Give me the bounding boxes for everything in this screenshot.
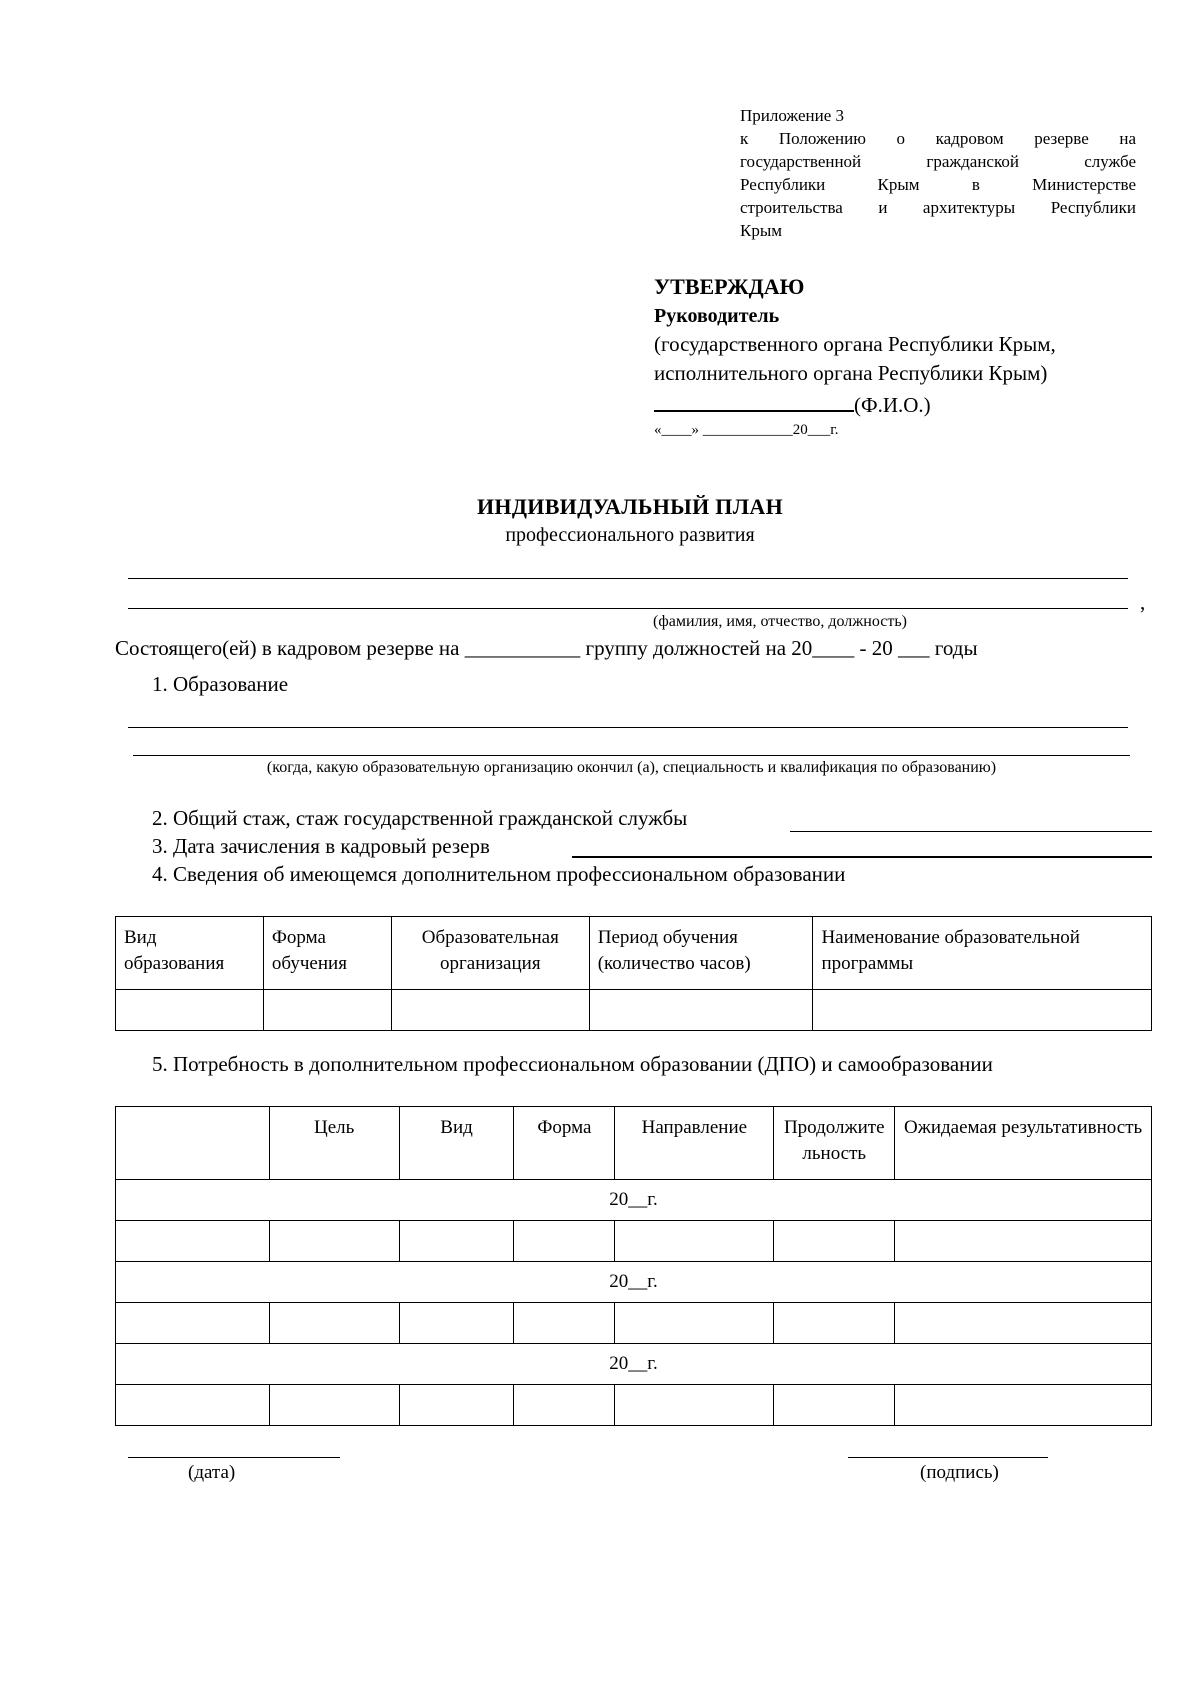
approval-block [654,272,1174,440]
table-cell[interactable] [391,990,589,1031]
table-row [116,1303,1152,1344]
education-blank-line [133,755,1130,756]
approval-org-line: (государственного органа Республики Крым, [654,332,1056,356]
table-cell[interactable] [269,1303,399,1344]
table-header-cell: Цель [269,1107,399,1180]
approval-org-line: исполнительного органа Республики Крым) [654,361,1048,385]
signature-line [848,1457,1048,1458]
annex-line: государственной гражданской службе [740,152,1136,171]
table-cell[interactable] [116,1385,270,1426]
table-header-cell: Ожидаемая результативность [895,1107,1152,1180]
approval-heading: УТВЕРЖДАЮ [654,274,805,299]
education-caption: (когда, какую образовательную организацию окончил (а), специальность и квалификация по образованию) [266,759,997,776]
annex-line: строительства и архитектуры Республики [740,198,1136,217]
annex-title: Приложение 3 [740,106,844,125]
table-cell[interactable] [774,1385,895,1426]
item-additional-education: 4. Сведения об имеющемся дополнительном профессиональном образовании [152,862,846,886]
table-header-cell [116,1107,270,1180]
signature-blank [654,388,854,412]
table-cell[interactable] [514,1303,615,1344]
table-header-cell: Вид образования [116,917,264,990]
item-dpo-needs: 5. Потребность в дополнительном профессиональном образовании (ДПО) и самообразовании [152,1052,993,1076]
document-title: ИНДИВИДУАЛЬНЫЙ ПЛАН [477,494,783,519]
table-cell[interactable] [615,1303,774,1344]
table-cell[interactable] [514,1385,615,1426]
table-header-cell: Направление [615,1107,774,1180]
document-subtitle: профессионального развития [505,524,755,546]
comma: , [1140,590,1146,614]
approval-fio-row [654,388,1174,420]
annex-line: к Положению о кадровом резерве на [740,129,1136,148]
table-row [116,1221,1152,1262]
table-header-cell: Форма [514,1107,615,1180]
annex-block [740,104,1136,242]
year-label: 20__г. [116,1344,1152,1385]
dpo-plan-table [115,1106,1152,1426]
table-cell[interactable] [589,990,813,1031]
table-cell[interactable] [615,1221,774,1262]
year-label: 20__г. [116,1180,1152,1221]
table-cell[interactable] [895,1221,1152,1262]
item-reserve-date: 3. Дата зачисления в кадровый резерв [152,834,490,858]
table-cell[interactable] [774,1303,895,1344]
date-signature-line [128,1457,340,1458]
table-cell[interactable] [269,1221,399,1262]
year-label: 20__г. [116,1262,1152,1303]
annex-line: Республики Крым в Министерстве [740,175,1136,194]
approval-fio: (Ф.И.О.) [854,393,931,417]
table-cell[interactable] [399,1303,514,1344]
table-header-cell: Форма обучения [263,917,391,990]
table-row [116,1385,1152,1426]
name-blank-line [128,578,1128,579]
item-education: 1. Образование [152,672,289,696]
table-cell[interactable] [514,1221,615,1262]
table-cell[interactable] [813,990,1152,1031]
approval-date-line: «____» ____________20___г. [654,422,839,438]
table-cell[interactable] [399,1221,514,1262]
table-cell[interactable] [615,1385,774,1426]
year-row [116,1262,1152,1303]
approval-role: Руководитель [654,305,780,327]
table-header-row [116,917,1152,990]
table-header-cell: Образовательная организация [391,917,589,990]
name-caption: (фамилия, имя, отчество, должность) [653,613,907,630]
annex-line: Крым [740,221,783,240]
table-cell[interactable] [116,990,264,1031]
table-header-cell: Наименование образовательной программы [813,917,1152,990]
table-row [116,990,1152,1031]
table-header-cell: Продолжительность [774,1107,895,1180]
item-experience: 2. Общий стаж, стаж государственной гражданской службы [152,806,688,830]
table-cell[interactable] [895,1385,1152,1426]
table-cell[interactable] [895,1303,1152,1344]
reserve-line: Состоящего(ей) в кадровом резерве на ___________ группу должностей на 20____ - 20 ___ годы [115,636,978,660]
education-blank-line [128,727,1128,728]
name-blank-line [128,608,1128,609]
table-cell[interactable] [116,1221,270,1262]
table-cell[interactable] [399,1385,514,1426]
table-cell[interactable] [263,990,391,1031]
table-cell[interactable] [116,1303,270,1344]
table-header-row [116,1107,1152,1180]
table-cell[interactable] [269,1385,399,1426]
experience-blank-line [790,831,1152,832]
year-row [116,1180,1152,1221]
table-cell[interactable] [774,1221,895,1262]
reserve-date-blank-line [572,856,1152,858]
table-header-cell: Вид [399,1107,514,1180]
table-header-cell: Период обучения (количество часов) [589,917,813,990]
additional-education-table [115,916,1152,1031]
date-label: (дата) [188,1462,236,1483]
signature-label: (подпись) [920,1462,999,1483]
year-row [116,1344,1152,1385]
